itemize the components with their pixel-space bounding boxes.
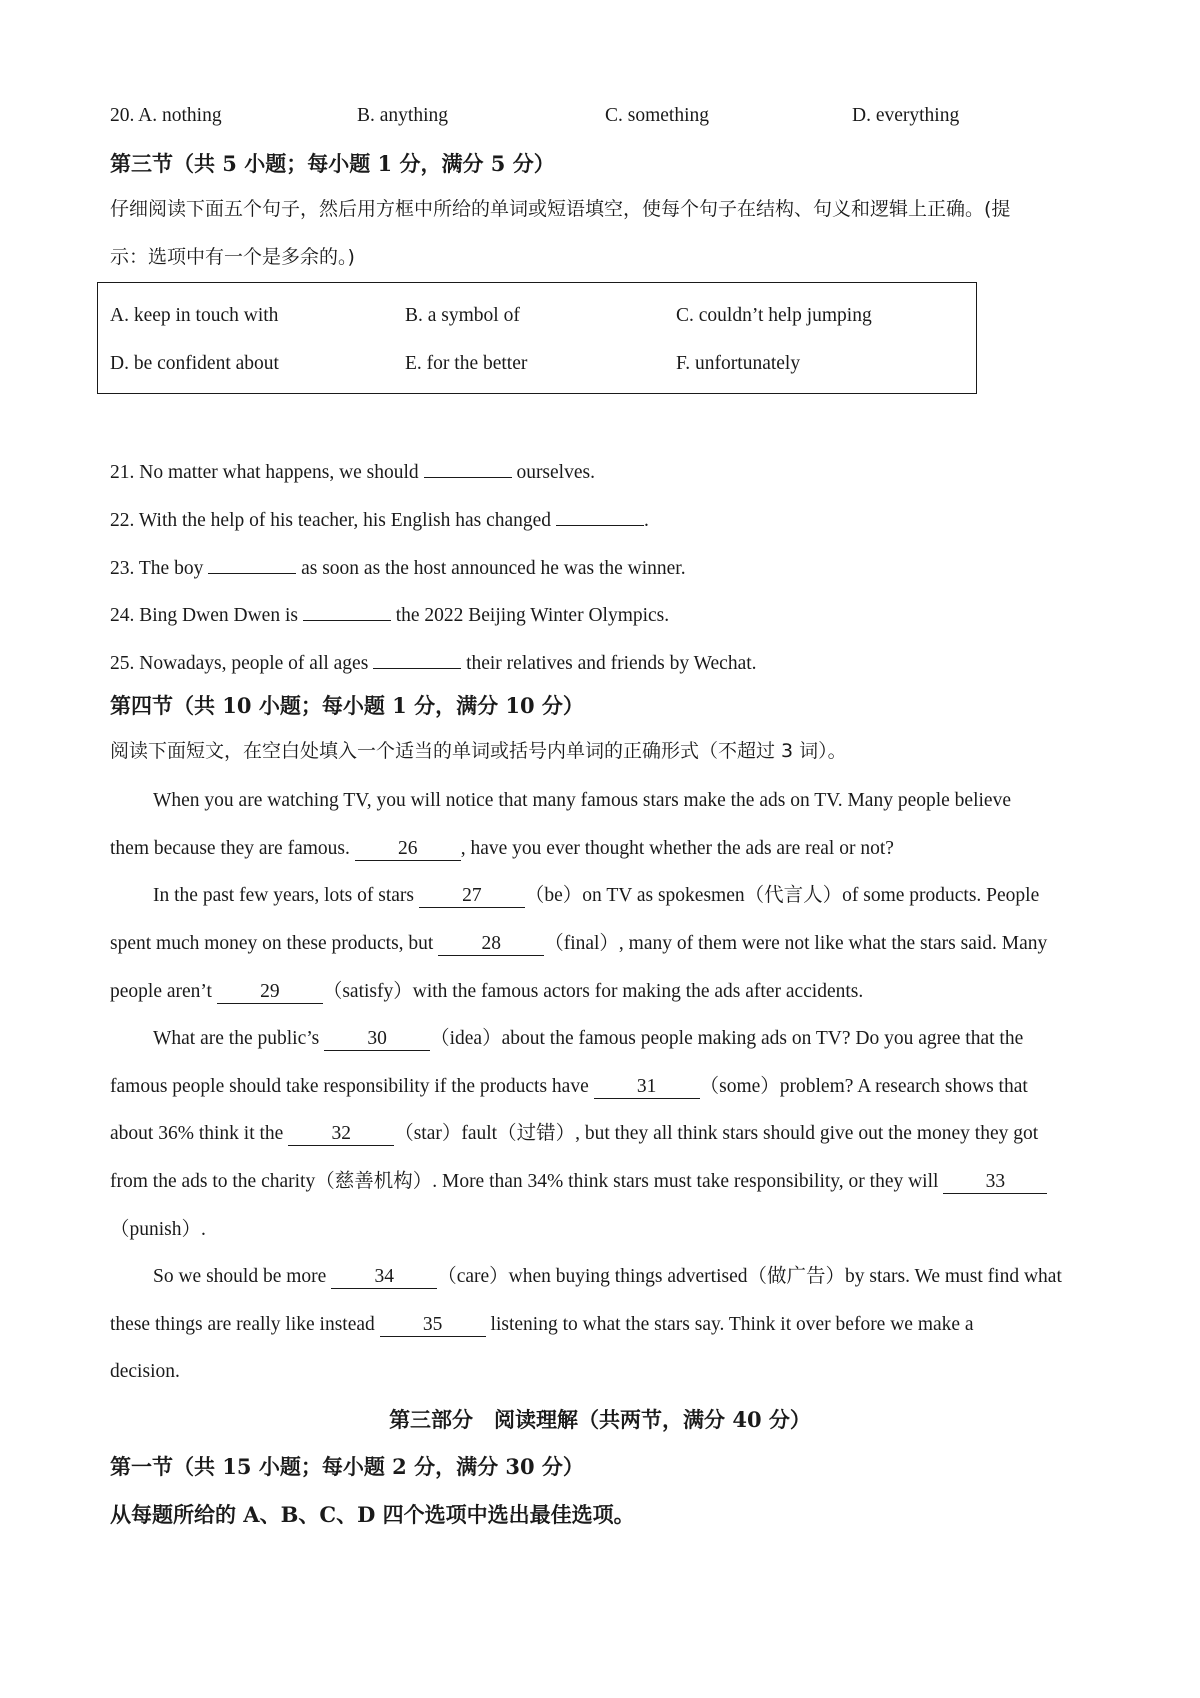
blank-30[interactable]: 30 bbox=[324, 1029, 430, 1051]
part3-section1-heading: 第一节（共 15 小题；每小题 2 分，满分 30 分） bbox=[110, 1454, 584, 1479]
word-bank-option-c: C. couldn’t help jumping bbox=[676, 305, 872, 326]
answer-blank[interactable] bbox=[556, 507, 644, 526]
question-22-text-end: . bbox=[643, 510, 649, 531]
passage-text: （be）on TV as spokesmen（代言人）of some products. People bbox=[524, 885, 1040, 906]
blank-33[interactable]: 33 bbox=[943, 1172, 1047, 1194]
passage-p1-line1: When you are watching TV, you will notice that many famous stars make the ads on TV. Many people believe bbox=[153, 790, 1011, 811]
passage-text: （satisfy）with the famous actors for making the ads after accidents. bbox=[322, 981, 864, 1002]
passage-p3-line3 bbox=[110, 1124, 1038, 1146]
answer-blank[interactable] bbox=[373, 650, 461, 669]
blank-28[interactable]: 28 bbox=[438, 934, 544, 956]
answer-blank[interactable] bbox=[303, 602, 391, 621]
part3-instruction: 从每题所给的 A、B、C、D 四个选项中选出最佳选项。 bbox=[110, 1502, 635, 1527]
passage-p3-line4 bbox=[110, 1172, 1047, 1194]
passage-p4-line3: decision. bbox=[110, 1361, 180, 1382]
passage-p1-line2 bbox=[110, 839, 894, 861]
passage-text: famous people should take responsibility if the products have bbox=[110, 1076, 594, 1097]
passage-p3-line2 bbox=[110, 1077, 1028, 1099]
section3-instruction-line2: 示：选项中有一个是多余的。) bbox=[110, 246, 355, 268]
word-bank-option-b: B. a symbol of bbox=[405, 305, 520, 326]
answer-blank[interactable] bbox=[424, 459, 512, 478]
part3-heading: 第三部分 阅读理解（共两节，满分 40 分） bbox=[389, 1407, 811, 1432]
passage-text: （care）when buying things advertised（做广告）by stars. We must find what bbox=[437, 1266, 1062, 1287]
question-25-text: 25. Nowadays, people of all ages bbox=[110, 653, 374, 674]
question-23 bbox=[110, 555, 686, 579]
question-24-text: 24. Bing Dwen Dwen is bbox=[110, 605, 303, 626]
passage-text: them because they are famous. bbox=[110, 838, 355, 859]
passage-text: What are the public’s bbox=[153, 1028, 325, 1049]
passage-text: So we should be more bbox=[153, 1266, 332, 1287]
question-21-text-end: ourselves. bbox=[511, 462, 595, 483]
question-22-text: 22. With the help of his teacher, his English has changed bbox=[110, 510, 556, 531]
passage-p3-line1 bbox=[153, 1029, 1023, 1051]
section3-heading: 第三节（共 5 小题；每小题 1 分，满分 5 分） bbox=[110, 151, 555, 176]
blank-35[interactable]: 35 bbox=[380, 1315, 486, 1337]
passage-text: listening to what the stars say. Think it over before we make a bbox=[485, 1314, 974, 1335]
passage-text: , have you ever thought whether the ads are real or not? bbox=[460, 838, 894, 859]
question-24 bbox=[110, 602, 669, 626]
passage-text: （some）problem? A research shows that bbox=[699, 1076, 1028, 1097]
q20-row bbox=[110, 106, 222, 126]
question-21-text: 21. No matter what happens, we should bbox=[110, 462, 424, 483]
blank-29[interactable]: 29 bbox=[217, 982, 323, 1004]
question-22 bbox=[110, 507, 649, 531]
q20-option-c: C. something bbox=[605, 105, 710, 126]
question-23-text: 23. The boy bbox=[110, 558, 209, 579]
word-bank-option-f: F. unfortunately bbox=[676, 353, 801, 374]
word-bank-option-d: D. be confident about bbox=[110, 353, 279, 374]
passage-text: spent much money on these products, but bbox=[110, 933, 439, 954]
blank-34[interactable]: 34 bbox=[331, 1267, 437, 1289]
question-25 bbox=[110, 650, 757, 674]
passage-text: these things are really like instead bbox=[110, 1314, 380, 1335]
question-23-text-end: as soon as the host announced he was the winner. bbox=[296, 558, 686, 579]
blank-32[interactable]: 32 bbox=[288, 1124, 394, 1146]
passage-p2-line2 bbox=[110, 934, 1047, 956]
blank-31[interactable]: 31 bbox=[594, 1077, 700, 1099]
passage-text: （star）fault（过错）, but they all think stars should give out the money they got bbox=[394, 1123, 1039, 1144]
passage-p2-line3 bbox=[110, 982, 863, 1004]
passage-text: （final）, many of them were not like what the stars said. Many bbox=[544, 933, 1048, 954]
answer-blank[interactable] bbox=[208, 555, 296, 574]
word-bank-option-a: A. keep in touch with bbox=[110, 305, 279, 326]
passage-text: about 36% think it the bbox=[110, 1123, 289, 1144]
section4-heading: 第四节（共 10 小题；每小题 1 分，满分 10 分） bbox=[110, 693, 584, 718]
passage-text: people aren’t bbox=[110, 981, 217, 1002]
passage-p3-line5: （punish）. bbox=[110, 1219, 206, 1240]
passage-text: from the ads to the charity（慈善机构）. More than 34% think stars must take responsibility, or they will bbox=[110, 1171, 944, 1192]
passage-p4-line2 bbox=[110, 1315, 974, 1337]
q20-option-a: 20. A. nothing bbox=[110, 105, 222, 126]
blank-27[interactable]: 27 bbox=[419, 886, 525, 908]
question-24-text-end: the 2022 Beijing Winter Olympics. bbox=[390, 605, 670, 626]
section4-instruction: 阅读下面短文，在空白处填入一个适当的单词或括号内单词的正确形式（不超过 3 词）。 bbox=[110, 740, 847, 762]
question-25-text-end: their relatives and friends by Wechat. bbox=[461, 653, 757, 674]
blank-26[interactable]: 26 bbox=[355, 839, 461, 861]
q20-option-d: D. everything bbox=[852, 105, 960, 126]
passage-text: In the past few years, lots of stars bbox=[153, 885, 419, 906]
word-bank-option-e: E. for the better bbox=[405, 353, 528, 374]
section3-instruction-line1: 仔细阅读下面五个句子，然后用方框中所给的单词或短语填空，使每个句子在结构、句义和逻辑上正确。(提 bbox=[110, 198, 1011, 220]
q20-option-b: B. anything bbox=[357, 105, 448, 126]
word-bank-box bbox=[97, 282, 977, 394]
passage-p2-line1 bbox=[153, 886, 1039, 908]
question-21 bbox=[110, 459, 595, 483]
passage-p4-line1 bbox=[153, 1267, 1062, 1289]
passage-text: （idea）about the famous people making ads on TV? Do you agree that the bbox=[430, 1028, 1024, 1049]
